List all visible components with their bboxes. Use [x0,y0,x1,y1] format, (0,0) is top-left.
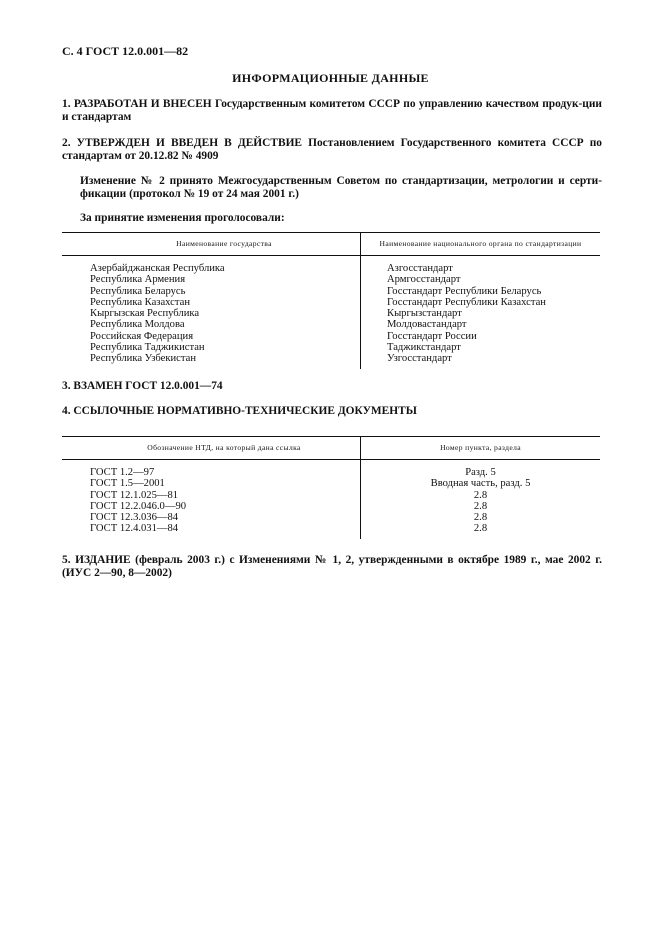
states-table-body [62,256,600,369]
state-name: Республика Узбекистан [90,353,197,365]
references-table-header [62,437,600,460]
standards-body-name: Госстандарт Республики Казахстан [387,296,546,308]
ref-section: Вводная часть, разд. 5 [430,478,531,490]
page-header: С. 4 ГОСТ 12.0.001—82 [62,44,189,58]
state-name: Российская Федерация [90,330,194,342]
references-table [62,436,600,539]
item-2 [62,137,602,163]
item-2-number: 2. [62,137,71,149]
item-1-number: 1. [62,98,71,110]
ref-section: 2.8 [473,500,488,512]
ref-document: ГОСТ 12.1.025—81 [90,489,179,501]
states-table-header [62,233,600,256]
standards-body-name: Азгосстандарт [387,263,453,274]
ref-section: 2.8 [473,489,488,501]
state-name: Республика Армения [90,274,186,286]
states-col-header-body: Наименование национального органа по стандартизации [361,233,601,256]
state-name: Республика Беларусь [90,285,186,297]
ref-document: ГОСТ 1.5—2001 [90,478,165,490]
item-5 [62,554,602,580]
standards-body-name: Армгосстандарт [387,274,461,286]
state-name: Республика Казахстан [90,296,191,308]
item-1-text: РАЗРАБОТАН И ВНЕСЕН Государственным комитетом СССР по управлению качеством продук-ции и стандартам [62,98,602,123]
ref-document: ГОСТ 12.2.046.0—90 [90,500,187,512]
standards-body-name: Кыргызстандарт [387,308,462,320]
item-3-text: ВЗАМЕН ГОСТ 12.0.001—74 [73,380,223,392]
state-name: Республика Молдова [90,319,185,331]
ref-section: 2.8 [473,512,488,524]
refs-document-list [62,460,361,539]
standards-body-name: Госстандарт Республики Беларусь [387,285,542,297]
voted-label: За принятие изменения проголосовали: [80,212,285,224]
standards-body-name: Узгосстандарт [387,353,452,365]
standards-body-list [361,256,601,369]
item-3-number: 3. [62,380,71,392]
ref-document: ГОСТ 1.2—97 [90,467,155,478]
states-list [62,256,361,369]
references-table-body [62,460,600,539]
item-5-number: 5. [62,554,71,566]
refs-col-header-document: Обозначение НТД, на который дана ссылка [62,437,361,460]
amendment-note: Изменение № 2 принято Межгосударственным Советом по стандартизации, метрологии и серти-фикации (протокол № 19 от 24 мая 2001 г.) [80,175,602,200]
ref-section: 2.8 [473,523,488,535]
item-4 [62,405,602,418]
standards-body-name: Госстандарт России [387,330,477,342]
state-name: Азербайджанская Республика [90,263,225,274]
refs-section-list [361,460,601,539]
item-5-text: ИЗДАНИЕ (февраль 2003 г.) с Изменениями № 1, 2, утвержденными в октябре 1989 г., мае 2002 г. (ИУС 2—90, 8—2002) [62,554,602,579]
state-name: Кыргызская Республика [90,308,200,320]
item-2-text: УТВЕРЖДЕН И ВВЕДЕН В ДЕЙСТВИЕ Постановлением Государственного комитета СССР по стандартам от 20.12.82 № 4909 [62,137,602,162]
state-name: Республика Таджикистан [90,342,205,354]
states-table [62,232,600,369]
states-col-header-state: Наименование государства [62,233,361,256]
refs-col-header-section: Номер пункта, раздела [361,437,601,460]
standards-body-name: Таджикстандарт [387,342,461,354]
standards-body-name: Молдовастандарт [387,319,467,331]
ref-section: Разд. 5 [465,467,496,478]
ref-document: ГОСТ 12.4.031—84 [90,523,179,535]
item-4-text: ССЫЛОЧНЫЕ НОРМАТИВНО-ТЕХНИЧЕСКИЕ ДОКУМЕНТЫ [73,405,417,417]
ref-document: ГОСТ 12.3.036—84 [90,512,179,524]
item-3 [62,380,602,393]
item-1 [62,98,602,124]
section-title: ИНФОРМАЦИОННЫЕ ДАННЫЕ [232,71,429,85]
item-4-number: 4. [62,405,71,417]
